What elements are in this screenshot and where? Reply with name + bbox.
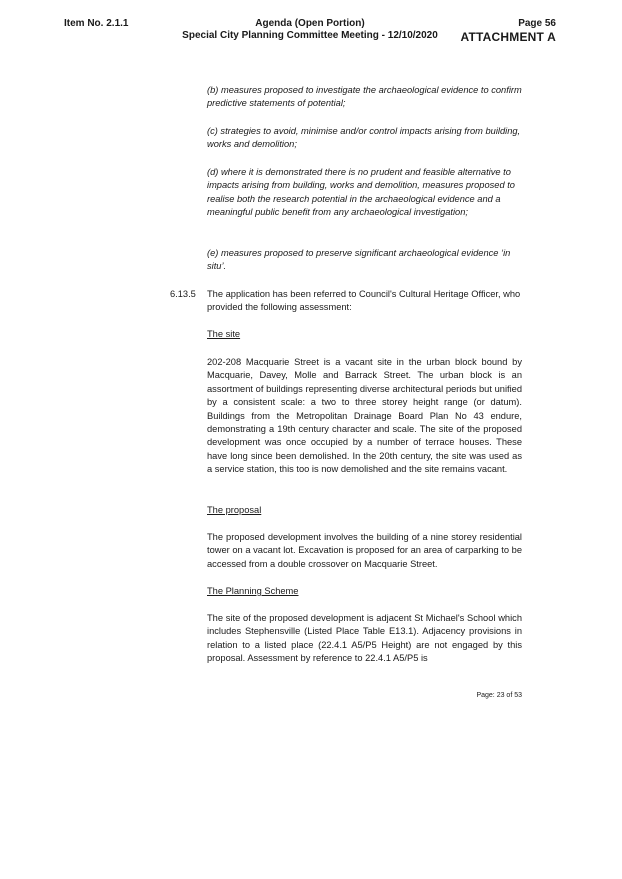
- proposal-body: [207, 531, 522, 571]
- section-intro: [207, 288, 522, 315]
- agenda-title: [170, 18, 450, 42]
- measure-e: [207, 247, 522, 274]
- measure-e-text: (e) measures proposed to preserve significant archaeological evidence ‘in situ’.: [207, 248, 511, 272]
- measure-d: [207, 166, 522, 220]
- planning-body-text: The site of the proposed development is adjacent St Michael's School which includes Stephensville (Listed Place Table E13.1). Adjacency provisions in relation to a listed place (22.4.1 A5/P5 Height) are not engaged by this proposal. Assessment by reference to 22.4.1 A5/P5 is: [207, 613, 522, 664]
- planning-heading: [207, 585, 522, 598]
- measure-c-text: (c) strategies to avoid, minimise and/or control impacts arising from building, works and demolition;: [207, 126, 521, 150]
- section-intro-text: The application has been referred to Council's Cultural Heritage Officer, who provided the following assessment:: [207, 289, 521, 313]
- page-footer: Page: 23 of 53: [476, 692, 522, 699]
- site-heading: [207, 328, 522, 341]
- attachment-label: ATTACHMENT A: [460, 30, 556, 44]
- agenda-line-1: Agenda (Open Portion): [255, 18, 365, 29]
- planning-body: [207, 612, 522, 666]
- planning-heading-text: The Planning Scheme: [207, 586, 299, 596]
- measure-b: [207, 84, 522, 111]
- site-heading-text: The site: [207, 329, 241, 339]
- section-number: 6.13.5: [170, 289, 196, 299]
- measure-b-text: (b) measures proposed to investigate the archaeological evidence to confirm predictive statements of potential;: [207, 85, 522, 109]
- measure-c: [207, 125, 522, 152]
- site-body: [207, 356, 522, 477]
- page-number: Page 56: [518, 18, 556, 29]
- measure-d-text: (d) where it is demonstrated there is no prudent and feasible alternative to impacts arising from building, works and demolition, measures proposed to realise both the research potential in the archaeological evidence and a meaningful public benefit from any archaeological investigation;: [207, 167, 515, 218]
- page-header-right: [461, 18, 557, 44]
- proposal-heading-text: The proposal: [207, 505, 262, 515]
- site-body-text: 202-208 Macquarie Street is a vacant site in the urban block bound by Macquarie, Davey, Molle and Barrack Street. The urban block is an assortment of buildings representing diverse architectural periods but unified by a consistent scale: a two to three storey height range (or datum). Buildings from the Metropolitan Drainage Board Plan No 43 endure, demonstrating a 19th century character and scale. The site of the proposed development was once occupied by a number of terrace houses. These have long since been demolished. In the 20th century, the site was used as a service station, this too is now demolished and the site remains vacant.: [207, 357, 522, 475]
- proposal-heading: [207, 504, 522, 517]
- proposal-body-text: The proposed development involves the building of a nine storey residential tower on a vacant lot. Excavation is proposed for an area of carparking to be accessed from a double crossover on Macquarie Street.: [207, 532, 522, 569]
- item-number: Item No. 2.1.1: [64, 18, 129, 29]
- agenda-line-2: Special City Planning Committee Meeting - 12/10/2020: [182, 30, 438, 41]
